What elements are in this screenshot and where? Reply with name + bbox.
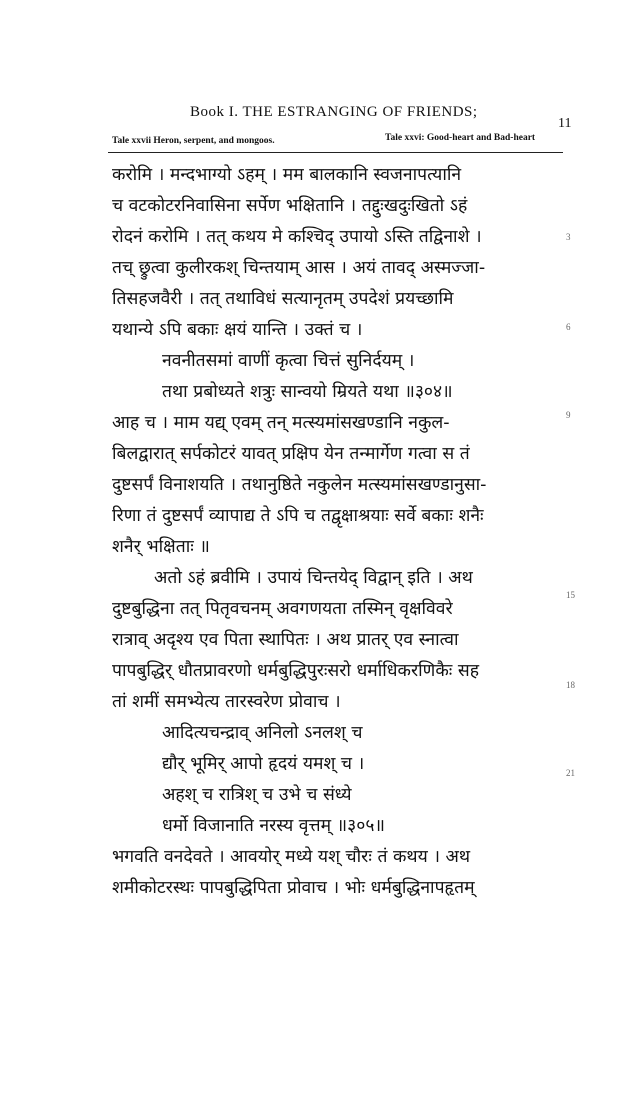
text-line: च वटकोटरनिवासिना सर्पेण भक्षितानि । तद्दुःखदुःखितो ऽहं [112, 196, 468, 216]
text-line: रात्राव् अदृश्य एव पिता स्थापितः । अथ प्रातर् एव स्नात्वा [112, 630, 459, 650]
verse-line: अहश् च रात्रिश् च उभे च संध्ये [162, 785, 352, 805]
verse-line: नवनीतसमां वाणीं कृत्वा चित्तं सुनिर्दयम् । [162, 351, 415, 371]
margin-line-number: 18 [566, 680, 575, 690]
text-line: करोमि । मन्दभाग्यो ऽहम् । मम बालकानि स्वजनापत्यानि [112, 165, 462, 185]
margin-line-number: 15 [566, 590, 575, 600]
text-line: यथान्ये ऽपि बकाः क्षयं यान्ति । उक्तं च । [112, 320, 363, 340]
text-line: रोदनं करोमि । तत् कथय मे कश्चिद् उपायो ऽस्ति तद्विनाशे । [112, 227, 482, 247]
text-line: तां शमीं समभ्येत्य तारस्वरेण प्रोवाच । [112, 692, 341, 712]
text-line: पापबुद्धिर् धौतप्रावरणो धर्मबुद्धिपुरःसरो धर्माधिकरणिकैः सह [112, 661, 479, 681]
sanskrit-text-block [112, 160, 564, 904]
margin-line-number: 6 [566, 322, 571, 332]
verse-line: आदित्यचन्द्राव् अनिलो ऽनलश् च [162, 723, 363, 743]
text-line: शनैर् भक्षिताः ॥ [112, 537, 210, 557]
text-line: बिलद्वारात् सर्पकोटरं यावत् प्रक्षिप येन तन्मार्गेण गत्वा स तं [112, 444, 470, 464]
left-subtitle: Tale xxvii Heron, serpent, and mongoos. [112, 136, 275, 146]
verse-line: तथा प्रबोध्यते शत्रुः सान्वयो म्रियते यथा ॥३०४॥ [162, 382, 453, 402]
verse-line: द्यौर् भूमिर् आपो हृदयं यमश् च । [162, 754, 365, 774]
text-line: रिणा तं दुष्टसर्पं व्यापाद्य ते ऽपि च तद्वृक्षाश्रयाः सर्वे बकाः शनैः [112, 506, 484, 526]
right-subtitle: Tale xxvi: Good-heart and Bad-heart [385, 133, 536, 143]
margin-line-number: 21 [566, 768, 575, 778]
text-line: शमीकोटरस्थः पापबुद्धिपिता प्रोवाच । भोः धर्मबुद्धिनापहृतम् [112, 878, 475, 898]
text-line: आह च । माम यद्य् एवम् तन् मत्स्यमांसखण्डानि नकुल- [112, 413, 450, 433]
margin-line-number: 9 [566, 410, 571, 420]
text-line: तिसहजवैरी । तत् तथाविधं सत्यानृतम् उपदेशं प्रयच्छामि [112, 289, 454, 309]
text-line: अतो ऽहं ब्रवीमि । उपायं चिन्तयेद् विद्वान् इति । अथ [154, 568, 473, 588]
page-number: 11 [558, 116, 572, 131]
running-header-title: Book I. THE ESTRANGING OF FRIENDS; [190, 104, 478, 120]
margin-line-number: 3 [566, 232, 571, 242]
text-line: दुष्टसर्पं विनाशयति । तथानुष्ठिते नकुलेन मत्स्यमांसखण्डानुसा- [112, 475, 487, 495]
text-line: दुष्टबुद्धिना तत् पितृवचनम् अवगणयता तस्मिन् वृक्षविवरे [112, 599, 453, 619]
text-line: तच् छ्रुत्वा कुलीरकश् चिन्तयाम् आस । अयं तावद् अस्मज्जा- [112, 258, 486, 278]
verse-line: धर्मो विजानाति नरस्य वृत्तम् ॥३०५॥ [162, 816, 385, 836]
header-rule [108, 152, 563, 153]
text-line: भगवति वनदेवते । आवयोर् मध्ये यश् चौरः तं कथय । अथ [112, 847, 471, 867]
